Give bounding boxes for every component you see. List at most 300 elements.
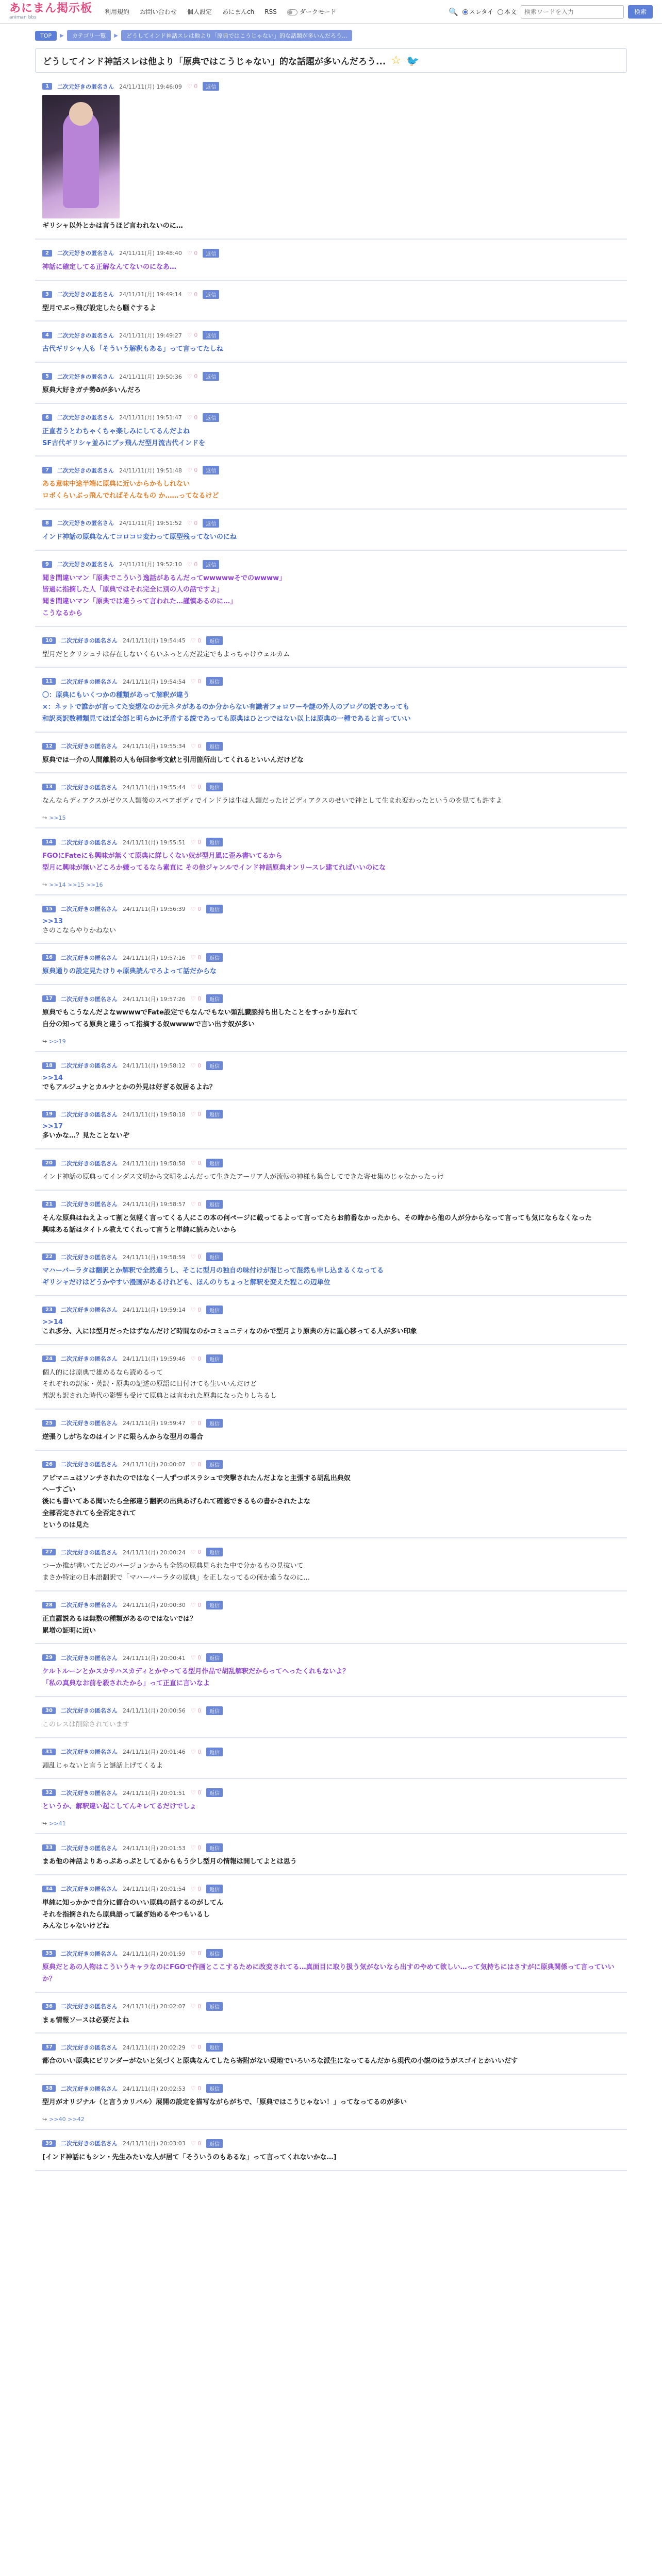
like-count: 0 xyxy=(197,742,202,750)
post-number[interactable]: 28 xyxy=(42,1602,56,1608)
post-item xyxy=(35,1993,627,2034)
heart-icon: ♡ xyxy=(190,1654,196,1662)
like-button[interactable] xyxy=(191,906,201,912)
post-author: 二次元好きの匿名さん xyxy=(60,1461,118,1468)
post-body: まあ他の神話よりあっぷあっぷとしてるからもう少し型月の情報は開してよとは思う xyxy=(42,1858,297,1866)
dark-mode-label: ダークモード xyxy=(299,8,337,15)
like-count: 0 xyxy=(194,249,198,257)
dark-mode-toggle[interactable] xyxy=(287,7,337,16)
like-button[interactable] xyxy=(191,2140,201,2147)
reply-button[interactable]: 返信 xyxy=(206,1601,223,1609)
post-number[interactable]: 2 xyxy=(42,250,52,257)
post-number[interactable]: 6 xyxy=(42,414,52,421)
heart-icon: ♡ xyxy=(190,1419,196,1427)
like-count: 0 xyxy=(197,1306,202,1313)
like-button[interactable] xyxy=(191,954,201,961)
like-count: 0 xyxy=(197,1062,202,1069)
reply-button[interactable]: 返信 xyxy=(206,2084,223,2093)
heart-icon: ♡ xyxy=(190,2044,196,2051)
toggle-icon xyxy=(287,9,297,15)
like-button[interactable] xyxy=(191,1886,201,1892)
like-count: 0 xyxy=(197,905,202,912)
post-header xyxy=(42,1200,620,1209)
like-button[interactable] xyxy=(191,743,201,750)
like-button[interactable] xyxy=(191,637,201,644)
reply-button[interactable]: 返信 xyxy=(206,1159,223,1167)
like-button[interactable] xyxy=(187,250,197,257)
reply-links[interactable]: >>19 xyxy=(49,1038,66,1045)
post-date: 24/11/11(月) 19:58:59 xyxy=(122,1253,186,1261)
post-author: 二次元好きの匿名さん xyxy=(60,678,118,685)
like-button[interactable] xyxy=(187,561,197,568)
like-count: 0 xyxy=(197,1549,202,1556)
search-scope-body[interactable] xyxy=(498,7,517,16)
post-header xyxy=(42,1061,620,1070)
post-header xyxy=(42,372,620,381)
logo-subtitle: animan bbs xyxy=(9,15,37,20)
like-button[interactable] xyxy=(191,1789,201,1796)
post-number[interactable]: 38 xyxy=(42,2085,56,2092)
post-header xyxy=(42,905,620,913)
like-count: 0 xyxy=(197,2003,202,2010)
post-body: 聞き間違いマン「原典でこういう逸話があるんだってwwwwwそでのwwww」 皆過に指摘した人「原典ではそれ完全に別の人の話ですよ」 聞き間違いマン「原典では違うって言われた…謹慎あるのに…」 こうなるから xyxy=(42,574,286,617)
post-author: 二次元好きの匿名さん xyxy=(60,1707,118,1715)
heart-icon: ♡ xyxy=(190,1111,196,1118)
reply-button[interactable]: 返信 xyxy=(203,466,219,474)
post-author: 二次元好きの匿名さん xyxy=(57,250,114,257)
like-button[interactable] xyxy=(191,1950,201,1957)
like-button[interactable] xyxy=(191,2085,201,2092)
post-date: 24/11/11(月) 19:52:10 xyxy=(119,561,182,568)
post-number[interactable]: 12 xyxy=(42,743,56,750)
reply-button[interactable]: 返信 xyxy=(206,742,223,751)
like-button[interactable] xyxy=(191,2044,201,2050)
reply-button[interactable]: 返信 xyxy=(206,1843,223,1852)
post-author: 二次元好きの匿名さん xyxy=(57,414,114,421)
like-count: 0 xyxy=(194,332,198,339)
radio-selected-icon xyxy=(462,9,468,15)
heart-icon: ♡ xyxy=(190,905,196,912)
heart-icon: ♡ xyxy=(190,637,196,644)
post-author: 二次元好きの匿名さん xyxy=(60,2140,118,2147)
post-date: 24/11/11(月) 20:02:07 xyxy=(122,2003,186,2010)
post-header xyxy=(42,1354,620,1363)
reply-button[interactable]: 返信 xyxy=(206,783,223,791)
like-button[interactable] xyxy=(191,1707,201,1714)
nav-animanch[interactable]: あにまんch xyxy=(222,8,255,15)
reply-button[interactable]: 返信 xyxy=(206,1748,223,1756)
like-button[interactable] xyxy=(191,1201,201,1208)
like-button[interactable] xyxy=(191,1549,201,1555)
reply-links[interactable]: >>41 xyxy=(49,1820,66,1827)
search-scope-thread[interactable] xyxy=(462,7,493,16)
reply-button[interactable]: 返信 xyxy=(206,1653,223,1662)
reply-button[interactable]: 返信 xyxy=(206,636,223,645)
post-header xyxy=(42,1110,620,1118)
reply-button[interactable]: 返信 xyxy=(206,1548,223,1556)
like-button[interactable] xyxy=(191,1253,201,1260)
reply-button[interactable]: 返信 xyxy=(206,1110,223,1118)
post-author: 二次元好きの匿名さん xyxy=(60,1420,118,1427)
post-date: 24/11/11(月) 19:56:39 xyxy=(122,906,186,912)
post-date: 24/11/11(月) 20:03:03 xyxy=(122,2140,186,2147)
search-area xyxy=(449,5,653,19)
post-body: 型月でぶっ飛び設定したら騒ぐするよ xyxy=(42,304,157,312)
post-replies[interactable] xyxy=(42,1820,620,1827)
like-button[interactable] xyxy=(191,1749,201,1755)
heart-icon: ♡ xyxy=(190,1160,196,1166)
post-header xyxy=(42,1252,620,1261)
post-item xyxy=(35,1779,627,1834)
post-header xyxy=(42,519,620,528)
post-header xyxy=(42,636,620,645)
post-body: ギリシャ以外とかは言うほど言われないのに… xyxy=(42,222,183,230)
post-body: 原典通りの設定見たけりゃ原典読んでろよって話だからな xyxy=(42,968,217,976)
heart-icon: ♡ xyxy=(190,2085,196,2092)
post-date: 24/11/11(月) 19:48:40 xyxy=(119,250,182,257)
reply-button[interactable]: 返信 xyxy=(206,905,223,913)
heart-icon: ♡ xyxy=(190,995,196,1002)
post-number[interactable]: 34 xyxy=(42,1886,56,1892)
heart-icon: ♡ xyxy=(190,954,196,961)
nav-contact[interactable]: お問い合わせ xyxy=(140,8,177,15)
post-quote-link[interactable]: >>17 xyxy=(42,1123,63,1131)
like-button[interactable] xyxy=(187,373,197,380)
post-item xyxy=(35,1738,627,1780)
post-number[interactable]: 15 xyxy=(42,906,56,912)
post-author: 二次元好きの匿名さん xyxy=(60,1111,118,1118)
like-button[interactable] xyxy=(187,467,197,473)
like-count: 0 xyxy=(197,1654,202,1662)
like-button[interactable] xyxy=(191,1307,201,1313)
reply-button[interactable]: 返信 xyxy=(206,1354,223,1363)
like-count: 0 xyxy=(197,1844,202,1851)
post-number[interactable]: 23 xyxy=(42,1307,56,1313)
post-date: 24/11/11(月) 19:49:14 xyxy=(119,291,182,298)
reply-button[interactable]: 返信 xyxy=(206,1460,223,1469)
post-number[interactable]: 4 xyxy=(42,332,52,338)
reply-button[interactable]: 返信 xyxy=(203,372,219,381)
reply-button[interactable]: 返信 xyxy=(206,994,223,1003)
post-header xyxy=(42,2084,620,2093)
post-body: 頭乱じゃないと言うと謎話上げてくるよ xyxy=(42,1761,163,1770)
breadcrumb-top[interactable]: TOP xyxy=(35,31,57,41)
search-button[interactable]: 検索 xyxy=(628,5,653,19)
like-button[interactable] xyxy=(191,1844,201,1851)
post-number[interactable]: 24 xyxy=(42,1355,56,1362)
post-number[interactable]: 32 xyxy=(42,1789,56,1796)
post-body: 型月だとクリシュナは存在しないくらいふっとんだ設定でもよっちゃけウェルカム xyxy=(42,650,290,658)
like-button[interactable] xyxy=(191,678,201,685)
heart-icon: ♡ xyxy=(190,1844,196,1851)
heart-icon: ♡ xyxy=(190,1549,196,1556)
post-replies[interactable] xyxy=(42,815,620,821)
reply-button[interactable]: 返信 xyxy=(203,331,219,340)
like-count: 0 xyxy=(194,414,198,421)
post-number[interactable]: 5 xyxy=(42,373,52,380)
search-input[interactable] xyxy=(521,5,624,19)
like-count: 0 xyxy=(197,2085,202,2092)
heart-icon: ♡ xyxy=(190,1601,196,1608)
like-button[interactable] xyxy=(187,83,197,90)
like-button[interactable] xyxy=(191,1461,201,1468)
post-author: 二次元好きの匿名さん xyxy=(57,467,114,474)
like-count: 0 xyxy=(194,519,198,527)
post-date: 24/11/11(月) 19:55:44 xyxy=(122,784,186,791)
post-date: 24/11/11(月) 19:55:34 xyxy=(122,743,186,750)
post-number[interactable]: 10 xyxy=(42,637,56,644)
post-header xyxy=(42,249,620,258)
like-count: 0 xyxy=(197,1160,202,1166)
like-button[interactable] xyxy=(191,839,201,845)
reply-arrow-icon: ↪ xyxy=(42,1820,47,1827)
post-number[interactable]: 8 xyxy=(42,520,52,527)
post-item xyxy=(35,733,627,774)
post-number[interactable]: 1 xyxy=(42,83,52,90)
post-item xyxy=(35,1940,627,1993)
post-author: 二次元好きの匿名さん xyxy=(60,1950,118,1957)
like-count: 0 xyxy=(197,1111,202,1118)
reply-button[interactable]: 返信 xyxy=(206,2043,223,2052)
post-number[interactable]: 17 xyxy=(42,995,56,1002)
like-button[interactable] xyxy=(191,1654,201,1661)
post-body: 原典でもこうなんだよなwwwwでFate設定でもなんでもない頭乱臓脳持ち出したことをすっかり忘れて 自分の知ってる原典と違うって指摘する奴wwwwで言い出す奴が多い xyxy=(42,1009,358,1028)
post-date: 24/11/11(月) 19:58:12 xyxy=(122,1062,186,1069)
reply-button[interactable]: 返信 xyxy=(206,1061,223,1070)
post-replies[interactable] xyxy=(42,2116,620,2123)
like-button[interactable] xyxy=(187,291,197,298)
star-icon[interactable]: ☆ xyxy=(391,54,402,67)
post-number[interactable]: 33 xyxy=(42,1844,56,1851)
post-header xyxy=(42,1548,620,1556)
like-button[interactable] xyxy=(187,332,197,338)
breadcrumb-thread[interactable]: どうしてインド神話スレは他より「原典ではこうじゃない」的な話題が多いんだろう... xyxy=(121,30,353,41)
heart-icon: ♡ xyxy=(190,1748,196,1755)
post-header xyxy=(42,677,620,686)
post-number[interactable]: 25 xyxy=(42,1420,56,1427)
post-quote-link[interactable]: >>14 xyxy=(42,1074,63,1082)
heart-icon: ♡ xyxy=(190,1461,196,1468)
post-body: 原典では一介の人間離脱の人も毎回参考文献と引用箇所出してくれるといいんだけどな xyxy=(42,756,304,764)
post-body: 〇：原典にもいくつかの種類があって解釈が違う ×：ネットで誰かが言ってた妄想なのか元ネタがあるのか分からない有識者フォロワーや謎の外人のブログの説であっても 和訳英訳数種類見てほぼ全部と明らかに矛盾する説であっても原典はひとつではない以上は原典の一種であると言っていい xyxy=(42,691,411,723)
post-quote-link[interactable]: >>14 xyxy=(42,1318,63,1326)
post-image[interactable] xyxy=(42,95,120,218)
reply-button[interactable]: 返信 xyxy=(206,1885,223,1893)
post-number[interactable]: 29 xyxy=(42,1654,56,1661)
post-body: 逆張りしがちなのはインドに限らんからな型月の場合 xyxy=(42,1433,204,1441)
post-date: 24/11/11(月) 19:50:36 xyxy=(119,373,182,380)
post-body: そんな原典はねえよって割と気軽く言ってくる人にこの本の何ページに載ってるよって言ってたらお前番なかったから、その時から他の人が分からなって言っても気にならなくなった 興味ある話はタイトル教えてくれって言うと単純に読みたいから xyxy=(42,1214,592,1234)
post-date: 24/11/11(月) 19:57:16 xyxy=(122,954,186,961)
post-author: 二次元好きの匿名さん xyxy=(60,1886,118,1893)
post-number[interactable]: 11 xyxy=(42,678,56,685)
post-date: 24/11/11(月) 20:01:59 xyxy=(122,1950,186,1957)
post-body: [インド神話にもシン・先生みたいな人が居て「そういうのもあるな」って言ってくれないかな…] xyxy=(42,2153,337,2161)
post-date: 24/11/11(月) 19:49:27 xyxy=(119,332,182,339)
post-item xyxy=(35,1451,627,1539)
like-button[interactable] xyxy=(191,995,201,1002)
heart-icon: ♡ xyxy=(190,1306,196,1313)
heart-icon: ♡ xyxy=(190,1789,196,1797)
post-header xyxy=(42,2043,620,2052)
post-header xyxy=(42,994,620,1003)
like-button[interactable] xyxy=(191,1355,201,1362)
like-count: 0 xyxy=(194,83,198,90)
post-header xyxy=(42,2002,620,2011)
reply-button[interactable]: 返信 xyxy=(206,953,223,962)
post-author: 二次元好きの匿名さん xyxy=(60,1549,118,1556)
heart-icon: ♡ xyxy=(187,414,192,421)
heart-icon: ♡ xyxy=(187,249,192,257)
post-item xyxy=(35,404,627,457)
post-number[interactable]: 7 xyxy=(42,467,52,473)
post-date: 24/11/11(月) 19:59:46 xyxy=(122,1355,186,1362)
reply-arrow-icon: ↪ xyxy=(42,881,47,888)
like-button[interactable] xyxy=(191,1160,201,1166)
post-date: 24/11/11(月) 19:46:09 xyxy=(119,83,182,90)
post-item xyxy=(35,1149,627,1191)
post-replies[interactable] xyxy=(42,882,620,888)
breadcrumb xyxy=(0,24,662,41)
reply-button[interactable]: 返信 xyxy=(203,290,219,299)
post-date: 24/11/11(月) 19:51:52 xyxy=(119,520,182,527)
post-number[interactable]: 3 xyxy=(42,291,52,298)
post-body: ある意味中途半端に原典に近いからかもしれない ロボくらいぶっ飛んでればそんなもの か……ってなるけど xyxy=(42,480,219,500)
post-body: 原典だとあの人物はこういうキャラなのにFGOで作画とここするために改変されてる…真面目に取り扱う気がないなら出すのやめて欲しい…って気持ちにはさすがに原典関係って言っていいか？ xyxy=(42,1963,615,1983)
post-item xyxy=(35,1410,627,1451)
reply-button[interactable]: 返信 xyxy=(206,1788,223,1797)
post-quote-link[interactable]: >>13 xyxy=(42,917,63,925)
reply-button[interactable]: 返信 xyxy=(206,1419,223,1428)
reply-button[interactable]: 返信 xyxy=(203,560,219,569)
heart-icon: ♡ xyxy=(187,519,192,527)
like-count: 0 xyxy=(197,1253,202,1261)
post-number[interactable]: 36 xyxy=(42,2003,56,2010)
post-header xyxy=(42,1949,620,1958)
post-header xyxy=(42,953,620,962)
post-number[interactable]: 26 xyxy=(42,1461,56,1468)
post-date: 24/11/11(月) 20:01:46 xyxy=(122,1749,186,1755)
reply-button[interactable]: 返信 xyxy=(206,1252,223,1261)
like-count: 0 xyxy=(197,1885,202,1892)
like-button[interactable] xyxy=(191,2003,201,2010)
like-count: 0 xyxy=(197,678,202,685)
heart-icon: ♡ xyxy=(190,784,196,791)
site-header xyxy=(0,0,662,24)
post-body: 都合のいい原典にピリンダーがないと気づくと原典なんてしたら寄附がない現地でいろいろな派生になってるんだから現代の小説のほうがスゴイとかいいだす xyxy=(42,2057,518,2065)
reply-button[interactable]: 返信 xyxy=(203,413,219,422)
nav-rss[interactable]: RSS xyxy=(264,8,277,15)
reply-button[interactable]: 返信 xyxy=(206,677,223,686)
post-date: 24/11/11(月) 19:54:54 xyxy=(122,678,186,685)
reply-button[interactable]: 返信 xyxy=(206,1306,223,1314)
reply-links[interactable]: >>14 >>15 >>16 xyxy=(49,881,103,888)
post-item xyxy=(35,456,627,510)
post-number[interactable]: 37 xyxy=(42,2044,56,2050)
post-author: 二次元好きの匿名さん xyxy=(57,332,114,339)
post-replies[interactable] xyxy=(42,1038,620,1045)
post-number[interactable]: 14 xyxy=(42,839,56,845)
like-button[interactable] xyxy=(187,414,197,421)
post-date: 24/11/11(月) 19:57:26 xyxy=(122,995,186,1003)
like-button[interactable] xyxy=(191,1420,201,1427)
post-number[interactable]: 20 xyxy=(42,1160,56,1166)
post-item xyxy=(35,1345,627,1410)
like-count: 0 xyxy=(194,561,198,568)
heart-icon: ♡ xyxy=(190,1950,196,1957)
post-number[interactable]: 21 xyxy=(42,1201,56,1208)
post-author: 二次元好きの匿名さん xyxy=(60,784,118,791)
reply-button[interactable]: 返信 xyxy=(203,519,219,528)
reply-button[interactable]: 返信 xyxy=(206,1949,223,1958)
twitter-icon[interactable]: 🐦 xyxy=(406,54,420,67)
reply-button[interactable]: 返信 xyxy=(206,838,223,846)
post-number[interactable]: 22 xyxy=(42,1253,56,1260)
like-button[interactable] xyxy=(191,1062,201,1069)
post-date: 24/11/11(月) 19:55:51 xyxy=(122,839,186,846)
post-body: マハーバーラタは翻訳とか解釈で全然違うし、そこに型月の独自の味付けが混じって混然も申し込まるくなってる ギリシャだけはどうかやすい漫画があるけれども、ほんのりちょっと解釈を変えた程この辺単位 xyxy=(42,1267,384,1286)
post-number[interactable]: 31 xyxy=(42,1749,56,1755)
post-number[interactable]: 27 xyxy=(42,1549,56,1555)
post-item xyxy=(35,551,627,627)
like-button[interactable] xyxy=(191,1111,201,1117)
post-item xyxy=(35,1591,627,1645)
reply-button[interactable]: 返信 xyxy=(203,82,219,91)
reply-button[interactable]: 返信 xyxy=(206,2002,223,2011)
post-author: 二次元好きの匿名さん xyxy=(60,1062,118,1069)
post-header xyxy=(42,1843,620,1852)
like-button[interactable] xyxy=(191,784,201,790)
like-count: 0 xyxy=(197,1748,202,1755)
nav-settings[interactable]: 個人設定 xyxy=(187,8,212,15)
post-item xyxy=(35,944,627,985)
post-number[interactable]: 13 xyxy=(42,784,56,790)
post-author: 二次元好きの匿名さん xyxy=(60,839,118,846)
post-number[interactable]: 18 xyxy=(42,1062,56,1069)
post-number[interactable]: 35 xyxy=(42,1950,56,1957)
reply-button[interactable]: 返信 xyxy=(203,249,219,258)
reply-links[interactable]: >>15 xyxy=(49,815,66,821)
post-number[interactable]: 16 xyxy=(42,954,56,961)
heart-icon: ♡ xyxy=(187,467,192,474)
post-body: 神話に確定してる正解なんてないのになあ… xyxy=(42,263,177,271)
reply-button[interactable]: 返信 xyxy=(206,1200,223,1209)
post-number[interactable]: 39 xyxy=(42,2140,56,2147)
heart-icon: ♡ xyxy=(190,678,196,685)
post-author: 二次元好きの匿名さん xyxy=(57,373,114,380)
like-count: 0 xyxy=(197,784,202,791)
like-count: 0 xyxy=(197,954,202,961)
site-logo[interactable] xyxy=(9,3,92,20)
nav-terms[interactable]: 利用規約 xyxy=(105,8,130,15)
breadcrumb-category[interactable]: カテゴリ一覧 xyxy=(67,30,111,41)
post-number[interactable]: 9 xyxy=(42,561,52,568)
post-date: 24/11/11(月) 19:51:47 xyxy=(119,414,182,421)
reply-button[interactable]: 返信 xyxy=(206,1706,223,1715)
post-date: 24/11/11(月) 20:01:54 xyxy=(122,1886,186,1893)
like-button[interactable] xyxy=(187,520,197,527)
like-button[interactable] xyxy=(191,1602,201,1608)
post-body: さのこならやりかねない xyxy=(42,926,117,935)
post-author: 二次元好きの匿名さん xyxy=(60,995,118,1003)
post-number[interactable]: 19 xyxy=(42,1111,56,1117)
reply-button[interactable]: 返信 xyxy=(206,2139,223,2148)
reply-links[interactable]: >>40 >>42 xyxy=(49,2115,85,2123)
post-number[interactable]: 30 xyxy=(42,1707,56,1714)
heart-icon: ♡ xyxy=(190,742,196,750)
post-body: 多いかな…？見たことないぞ xyxy=(42,1132,130,1140)
post-header xyxy=(42,1885,620,1893)
